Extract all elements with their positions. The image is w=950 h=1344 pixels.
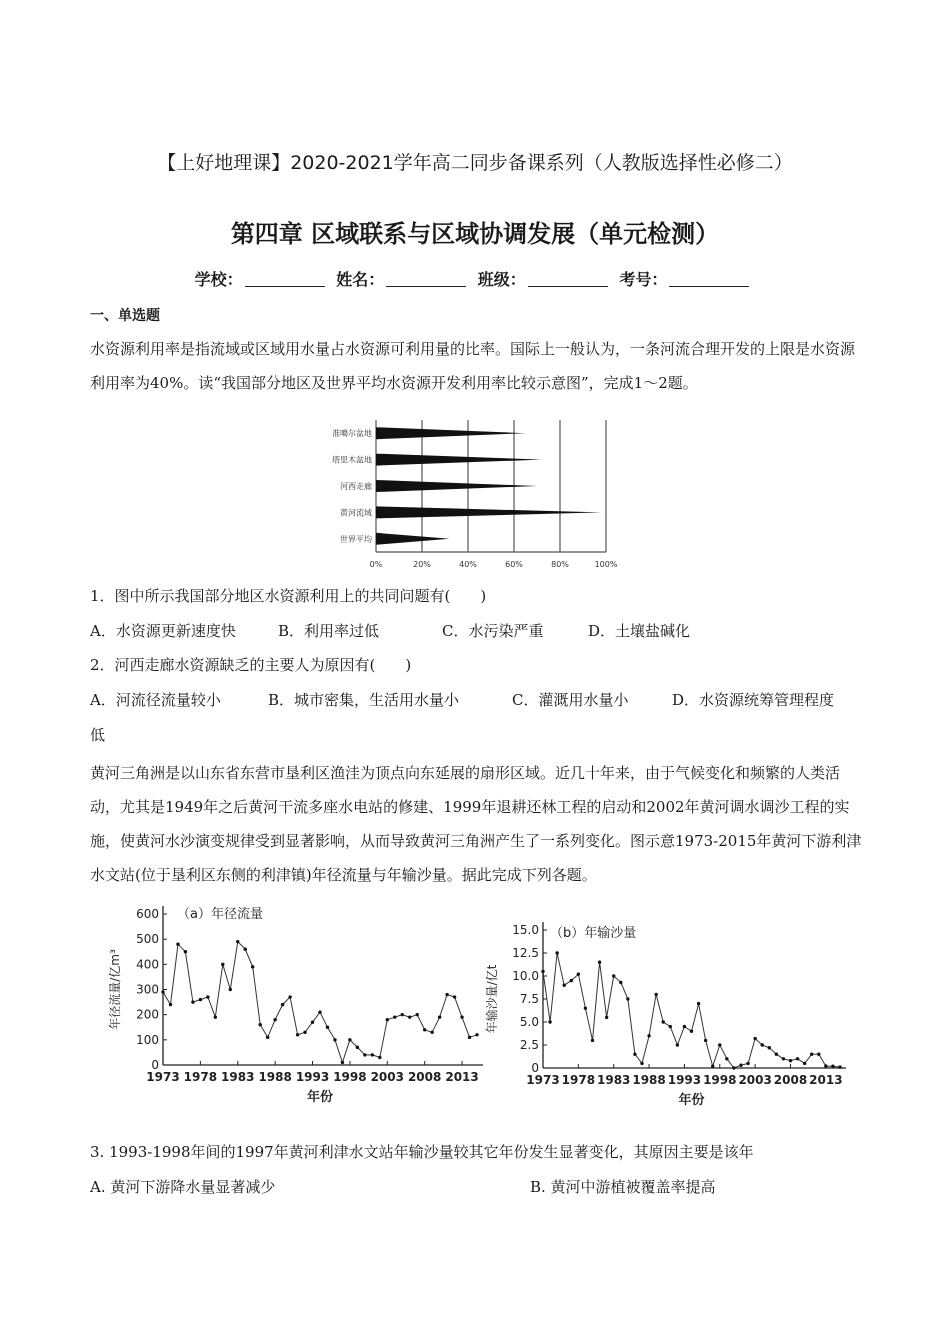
- section-heading: 一、单选题: [90, 308, 160, 324]
- runoff-chart-elements: [107, 906, 483, 1105]
- data-point: [626, 997, 629, 1000]
- data-point: [697, 1002, 700, 1005]
- data-point: [824, 1064, 827, 1067]
- data-point: [199, 998, 202, 1001]
- data-point: [555, 951, 558, 954]
- data-point: [311, 1021, 314, 1024]
- y-tick-label: 400: [136, 957, 159, 972]
- chart1-category-label: 河西走廊: [340, 482, 372, 491]
- x-tick-label: 2003: [370, 1070, 404, 1084]
- data-point: [704, 1039, 707, 1042]
- question-1-options: [90, 620, 890, 644]
- data-point: [619, 981, 622, 984]
- chart1-category-label: 准噶尔盆地: [332, 429, 372, 439]
- chart1-category-label: 黄河流域: [340, 508, 372, 518]
- data-point: [266, 1036, 269, 1039]
- water-use-rate-chart: [310, 412, 640, 574]
- q2-option-d-continued: 低: [90, 726, 106, 744]
- data-point: [647, 1034, 650, 1037]
- y-tick-label: 12.5: [512, 946, 539, 960]
- y-tick-label: 5.0: [519, 1015, 539, 1029]
- chart1-category-label: 世界平均: [340, 534, 372, 544]
- student-info-line: [0, 267, 950, 290]
- page-title: 第四章 区域联系与区域协调发展（单元检测）: [230, 220, 720, 248]
- data-point: [739, 1064, 742, 1067]
- x-tick-label: 2013: [809, 1073, 843, 1087]
- number-blank: [669, 272, 749, 287]
- chart1-x-tick-label: 20%: [413, 560, 431, 569]
- data-point: [363, 1053, 366, 1056]
- chart1-bar: [376, 454, 542, 466]
- data-point: [570, 979, 573, 982]
- data-point: [761, 1043, 764, 1046]
- data-point: [296, 1033, 299, 1036]
- data-point: [393, 1015, 396, 1018]
- x-tick-label: 1993: [667, 1073, 702, 1087]
- runoff-line-chart: [105, 900, 495, 1115]
- data-point: [191, 1000, 194, 1003]
- x-tick-label: 2008: [407, 1070, 442, 1084]
- chart1-bar: [376, 427, 526, 439]
- data-point: [796, 1057, 799, 1060]
- number-label: 考号：: [619, 270, 668, 289]
- chart1-x-tick-label: 0%: [369, 560, 383, 569]
- data-point: [683, 1025, 686, 1028]
- chart1-category-labels: [332, 428, 372, 544]
- data-point: [214, 1015, 217, 1018]
- data-point: [221, 963, 224, 966]
- y-tick-label: 0: [151, 1058, 159, 1072]
- q1-option-a[interactable]: A．水资源更新速度快: [90, 622, 236, 640]
- data-point: [810, 1053, 813, 1056]
- data-point: [633, 1053, 636, 1056]
- y-tick-label: 10.0: [512, 969, 539, 983]
- data-point: [288, 995, 291, 998]
- data-point: [753, 1037, 756, 1040]
- chart1-bar: [376, 533, 450, 545]
- y-tick-label: 500: [136, 932, 159, 947]
- data-point: [408, 1015, 411, 1018]
- chart-title: （b）年输沙量: [550, 926, 637, 941]
- x-tick-label: 1998: [703, 1073, 737, 1087]
- data-point: [831, 1064, 834, 1067]
- x-axis-label: 年份: [678, 1093, 705, 1108]
- question-2-stem: 2．河西走廊水资源缺乏的主要人为原因有( ): [90, 656, 412, 674]
- data-point: [303, 1031, 306, 1034]
- data-point: [584, 1007, 587, 1010]
- data-point: [415, 1013, 418, 1016]
- x-tick-label: 2003: [738, 1073, 772, 1087]
- intro-paragraph-2: 黄河三角洲是以山东省东营市垦利区渔洼为顶点向东延展的扇形区域。近几十年来，由于气候变化和频繁的人类活动，尤其是1949年之后黄河干流多座水电站的修建、1999年退耕还林工程的启动和2002年黄河调水调沙工程的实施，使黄河水沙演变规律受到显著影响，从而导致黄河三角洲产生了一系列变化。图示意1973-2015年黄河下游利津水文站(位于垦利区东侧的利津镇)年径流量与年输沙量。据此完成下列各题。: [90, 764, 862, 884]
- data-point: [725, 1057, 728, 1060]
- data-point: [341, 1061, 344, 1064]
- data-point: [371, 1053, 374, 1056]
- x-tick-label: 1993: [295, 1070, 330, 1084]
- question-3-stem: 3. 1993-1998年间的1997年黄河利津水文站年输沙量较其它年份发生显著变化，其原因主要是该年: [90, 1143, 754, 1161]
- data-point: [318, 1010, 321, 1013]
- school-blank: [245, 272, 325, 287]
- data-point: [817, 1053, 820, 1056]
- data-point: [348, 1038, 351, 1041]
- data-point: [711, 1064, 714, 1067]
- q1-option-b[interactable]: B．利用率过低: [278, 622, 380, 640]
- data-point: [333, 1038, 336, 1041]
- chart1-bars: [376, 427, 601, 545]
- sediment-line-chart: [485, 918, 853, 1115]
- data-point: [356, 1046, 359, 1049]
- data-point: [789, 1059, 792, 1062]
- data-point: [669, 1025, 672, 1028]
- data-point: [401, 1013, 404, 1016]
- y-tick-label: 7.5: [519, 992, 539, 1006]
- q1-option-d[interactable]: D．土壤盐碱化: [588, 622, 691, 640]
- data-point: [273, 1018, 276, 1021]
- data-point: [605, 1016, 608, 1019]
- chart1-bar: [376, 506, 601, 518]
- data-point: [662, 1020, 665, 1023]
- sediment-chart-elements: [484, 922, 846, 1108]
- data-point: [563, 984, 566, 987]
- data-point: [775, 1053, 778, 1056]
- data-point: [838, 1065, 841, 1068]
- x-tick-label: 1998: [333, 1070, 367, 1084]
- data-point: [591, 1039, 594, 1042]
- school-label: 学校：: [194, 270, 243, 289]
- x-tick-label: 1988: [632, 1073, 666, 1087]
- y-tick-label: 600: [136, 907, 159, 921]
- data-point: [548, 1020, 551, 1023]
- doc-header: 【上好地理课】2020-2021学年高二同步备课系列（人教版选择性必修二）: [157, 152, 793, 174]
- chart1-x-tick-label: 40%: [459, 560, 477, 569]
- y-axis-label: 年径流量/亿m³: [108, 949, 122, 1030]
- data-point: [169, 1003, 172, 1006]
- data-point: [423, 1028, 426, 1031]
- data-point: [577, 972, 580, 975]
- series-line: [163, 942, 477, 1063]
- y-tick-label: 300: [136, 982, 159, 997]
- class-blank: [528, 272, 608, 287]
- name-label: 姓名：: [336, 270, 385, 289]
- data-point: [430, 1031, 433, 1034]
- chart1-x-tick-label: 60%: [505, 560, 523, 569]
- q2-option-a[interactable]: A．河流径流量较小: [90, 691, 221, 709]
- intro-paragraph-1: 水资源利用率是指流域或区域用水量占水资源可利用量的比率。国际上一般认为，一条河流合理开发的上限是水资源利用率为40%。读“我国部分地区及世界平均水资源开发利用率比较示意图”，完成1～2题。: [90, 340, 856, 392]
- data-point: [184, 950, 187, 953]
- y-tick-label: 0: [531, 1061, 539, 1075]
- x-tick-label: 1983: [597, 1073, 631, 1087]
- data-point: [445, 993, 448, 996]
- data-point: [541, 970, 544, 973]
- q1-option-c[interactable]: C．水污染严重: [442, 622, 544, 640]
- chart1-x-tick-labels: [370, 560, 618, 569]
- data-point: [598, 961, 601, 964]
- data-point: [746, 1062, 749, 1065]
- q2-option-c[interactable]: C．灌溉用水量小: [512, 691, 629, 709]
- data-point: [468, 1036, 471, 1039]
- q2-option-b[interactable]: B．城市密集，生活用水量小: [268, 691, 460, 709]
- y-tick-label: 100: [136, 1032, 159, 1047]
- data-point: [281, 1003, 284, 1006]
- data-point: [768, 1046, 771, 1049]
- x-tick-label: 1973: [526, 1073, 560, 1087]
- data-point: [803, 1062, 806, 1065]
- y-tick-label: 2.5: [519, 1038, 539, 1052]
- data-point: [690, 1030, 693, 1033]
- x-tick-label: 1973: [146, 1070, 180, 1084]
- chart-title: （a）年径流量: [177, 907, 263, 922]
- data-point: [640, 1062, 643, 1065]
- chart1-x-tick-label: 100%: [594, 560, 618, 569]
- data-point: [460, 1015, 463, 1018]
- data-point: [236, 940, 239, 943]
- data-point: [475, 1033, 478, 1036]
- data-point: [378, 1056, 381, 1059]
- data-point: [654, 993, 657, 996]
- series-line: [543, 953, 840, 1068]
- chart1-bar: [376, 480, 537, 492]
- chart1-x-tick-label: 80%: [551, 560, 569, 569]
- data-point: [612, 974, 615, 977]
- data-point: [258, 1023, 261, 1026]
- x-tick-label: 2013: [445, 1070, 479, 1084]
- data-point: [229, 988, 232, 991]
- question-1-stem: 1．图中所示我国部分地区水资源利用上的共同问题有( ): [90, 587, 487, 605]
- q2-option-d[interactable]: D．水资源统筹管理程度: [672, 691, 835, 709]
- data-point: [206, 995, 209, 998]
- y-tick-label: 15.0: [512, 923, 539, 937]
- x-tick-label: 1983: [221, 1070, 255, 1084]
- x-axis-label: 年份: [306, 1090, 334, 1105]
- data-point: [176, 943, 179, 946]
- data-point: [453, 995, 456, 998]
- chart1-category-label: 塔里木盆地: [332, 455, 372, 465]
- data-point: [161, 990, 164, 993]
- data-point: [676, 1043, 679, 1046]
- y-tick-label: 200: [136, 1007, 159, 1022]
- data-point: [718, 1043, 721, 1046]
- data-point: [782, 1057, 785, 1060]
- x-tick-label: 1978: [561, 1073, 596, 1087]
- data-point: [326, 1026, 329, 1029]
- class-label: 班级：: [477, 270, 526, 289]
- data-point: [438, 1015, 441, 1018]
- data-point: [244, 948, 247, 951]
- question-3-options: [90, 1176, 890, 1200]
- data-point: [732, 1066, 735, 1069]
- data-point: [251, 965, 254, 968]
- q3-option-a[interactable]: A. 黄河下游降水量显著减少: [90, 1178, 276, 1196]
- x-tick-label: 1988: [258, 1070, 292, 1084]
- y-axis-label: 年输沙量/亿t: [485, 964, 499, 1034]
- x-tick-label: 2008: [773, 1073, 808, 1087]
- q3-option-b[interactable]: B. 黄河中游植被覆盖率提高: [530, 1178, 716, 1196]
- data-point: [386, 1018, 389, 1021]
- question-2-options: [90, 689, 890, 713]
- x-tick-label: 1978: [183, 1070, 218, 1084]
- name-blank: [386, 272, 466, 287]
